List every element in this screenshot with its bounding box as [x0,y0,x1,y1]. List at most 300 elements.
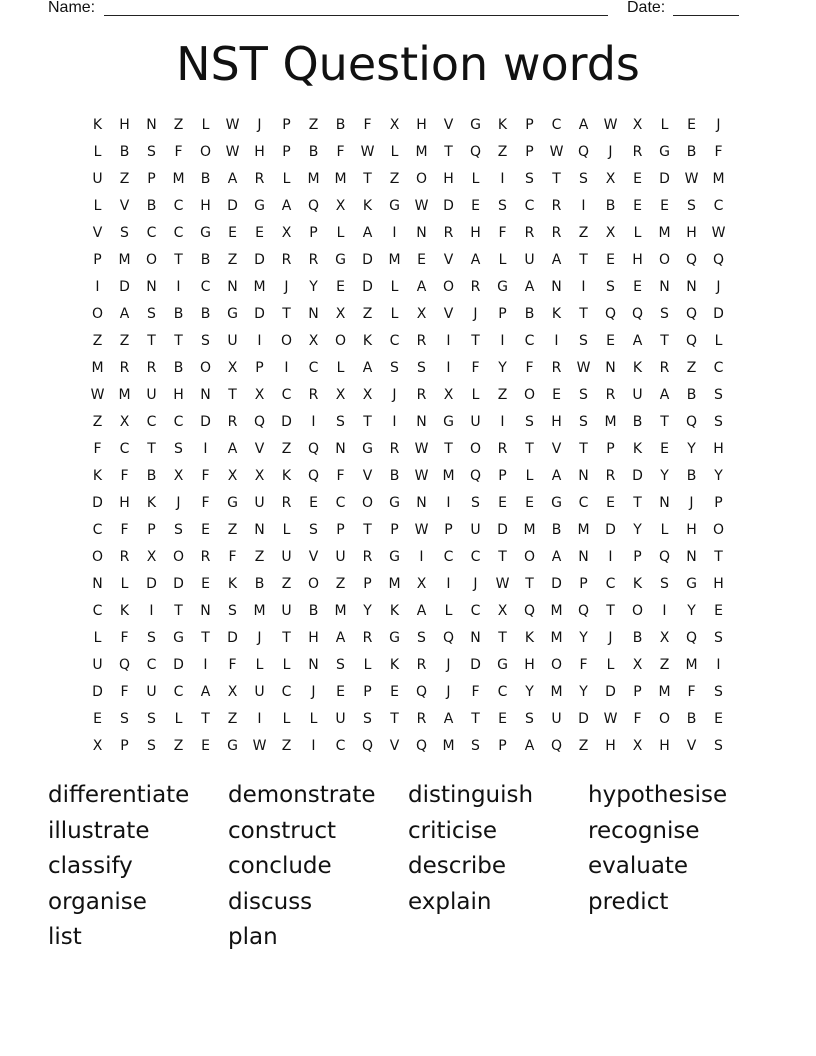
grid-letter[interactable]: I [392,225,397,241]
grid-letter[interactable]: T [363,171,372,187]
grid-letter[interactable]: Z [281,738,292,754]
grid-letter[interactable]: B [200,171,211,187]
grid-letter[interactable]: X [659,630,670,646]
grid-letter[interactable]: N [551,279,562,295]
grid-letter[interactable]: Y [579,684,588,700]
grid-letter[interactable]: C [281,684,292,700]
grid-letter[interactable]: I [581,279,586,295]
grid-letter[interactable]: D [443,198,454,214]
grid-letter[interactable]: J [446,684,451,700]
grid-letter[interactable]: R [605,468,616,484]
grid-letter[interactable]: C [335,495,346,511]
grid-letter[interactable]: H [173,387,184,403]
grid-letter[interactable]: E [552,387,561,403]
grid-letter[interactable]: F [174,144,183,160]
grid-letter[interactable]: P [498,738,507,754]
grid-letter[interactable]: I [419,549,424,565]
grid-letter[interactable]: K [389,657,400,673]
grid-letter[interactable]: C [335,738,346,754]
grid-letter[interactable]: A [470,252,481,268]
grid-letter[interactable]: R [254,171,265,187]
grid-letter[interactable]: F [633,711,642,727]
grid-letter[interactable]: U [254,684,265,700]
grid-letter[interactable]: L [471,387,480,403]
grid-letter[interactable]: O [415,171,428,187]
grid-letter[interactable]: W [90,387,105,403]
grid-letter[interactable]: H [551,414,562,430]
grid-letter[interactable]: Q [685,333,698,349]
grid-letter[interactable]: C [173,225,184,241]
grid-letter[interactable]: L [282,522,291,538]
grid-letter[interactable]: X [335,198,346,214]
grid-letter[interactable]: N [200,603,211,619]
grid-letter[interactable]: K [497,117,508,133]
grid-letter[interactable]: M [334,171,347,187]
grid-letter[interactable]: S [336,414,345,430]
grid-letter[interactable]: H [632,252,643,268]
grid-letter[interactable]: Q [469,144,482,160]
grid-letter[interactable]: N [470,630,481,646]
grid-letter[interactable]: S [228,603,237,619]
grid-letter[interactable]: Q [415,738,428,754]
grid-letter[interactable]: V [443,252,454,268]
grid-letter[interactable]: L [660,522,669,538]
grid-letter[interactable]: T [444,144,453,160]
grid-letter[interactable]: N [659,279,670,295]
grid-letter[interactable]: R [146,360,157,376]
grid-letter[interactable]: B [686,468,697,484]
grid-letter[interactable]: G [389,630,400,646]
grid-letter[interactable]: T [471,333,480,349]
grid-letter[interactable]: C [92,522,103,538]
grid-letter[interactable]: Z [335,576,346,592]
grid-letter[interactable]: S [147,144,156,160]
grid-letter[interactable]: W [576,360,591,376]
grid-letter[interactable]: S [363,711,372,727]
grid-letter[interactable]: U [470,522,481,538]
grid-letter[interactable]: S [471,738,480,754]
grid-letter[interactable]: X [146,549,157,565]
grid-letter[interactable]: Q [685,414,698,430]
grid-letter[interactable]: E [660,441,669,457]
grid-letter[interactable]: E [498,495,507,511]
grid-letter[interactable]: L [525,468,534,484]
grid-letter[interactable]: R [551,198,562,214]
grid-letter[interactable]: J [176,495,181,511]
grid-letter[interactable]: T [714,549,723,565]
grid-letter[interactable]: I [203,657,208,673]
grid-letter[interactable]: P [633,549,642,565]
grid-letter[interactable]: N [308,657,319,673]
grid-letter[interactable]: Q [307,441,320,457]
grid-letter[interactable]: D [632,468,643,484]
grid-letter[interactable]: J [446,657,451,673]
grid-letter[interactable]: O [307,576,320,592]
grid-letter[interactable]: Q [118,657,131,673]
grid-letter[interactable]: L [471,171,480,187]
grid-letter[interactable]: T [498,630,507,646]
grid-letter[interactable]: F [579,657,588,673]
grid-letter[interactable]: Y [633,522,642,538]
grid-letter[interactable]: K [632,441,643,457]
grid-letter[interactable]: E [606,333,615,349]
grid-letter[interactable]: V [686,738,697,754]
grid-letter[interactable]: J [716,279,721,295]
grid-letter[interactable]: S [714,738,723,754]
grid-letter[interactable]: C [146,414,157,430]
grid-letter[interactable]: E [606,495,615,511]
grid-letter[interactable]: L [282,711,291,727]
grid-letter[interactable]: J [473,576,478,592]
grid-letter[interactable]: F [120,522,129,538]
grid-letter[interactable]: W [252,738,267,754]
grid-letter[interactable]: B [146,198,157,214]
grid-letter[interactable]: P [606,441,615,457]
grid-letter[interactable]: A [227,441,238,457]
grid-letter[interactable]: B [686,711,697,727]
grid-letter[interactable]: X [92,738,103,754]
grid-letter[interactable]: Z [308,117,319,133]
grid-letter[interactable]: Z [389,171,400,187]
grid-letter[interactable]: Z [173,738,184,754]
grid-letter[interactable]: M [334,603,347,619]
grid-letter[interactable]: I [446,495,451,511]
grid-letter[interactable]: N [686,279,697,295]
grid-letter[interactable]: R [632,144,643,160]
grid-letter[interactable]: D [92,684,103,700]
grid-letter[interactable]: G [200,225,211,241]
grid-letter[interactable]: D [362,279,373,295]
grid-letter[interactable]: S [687,198,696,214]
grid-letter[interactable]: O [199,360,212,376]
grid-letter[interactable]: C [281,387,292,403]
grid-letter[interactable]: Q [577,144,590,160]
grid-letter[interactable]: O [712,522,725,538]
grid-letter[interactable]: T [633,495,642,511]
grid-letter[interactable]: T [174,333,183,349]
grid-letter[interactable]: O [523,387,536,403]
grid-letter[interactable]: G [443,414,454,430]
grid-letter[interactable]: K [362,333,373,349]
grid-letter[interactable]: J [257,630,262,646]
grid-letter[interactable]: E [201,522,210,538]
grid-letter[interactable]: A [659,387,670,403]
name-blank-line[interactable] [104,15,608,16]
grid-letter[interactable]: I [554,333,559,349]
grid-letter[interactable]: P [525,117,534,133]
grid-letter[interactable]: I [257,711,262,727]
grid-letter[interactable]: M [307,171,320,187]
grid-letter[interactable]: C [200,279,211,295]
grid-letter[interactable]: M [550,630,563,646]
grid-letter[interactable]: U [254,495,265,511]
grid-letter[interactable]: D [146,576,157,592]
grid-letter[interactable]: P [336,522,345,538]
grid-letter[interactable]: E [309,495,318,511]
grid-letter[interactable]: M [91,360,104,376]
grid-letter[interactable]: P [147,522,156,538]
grid-letter[interactable]: Z [578,225,589,241]
grid-letter[interactable]: W [711,225,726,241]
grid-letter[interactable]: Z [227,522,238,538]
grid-letter[interactable]: R [389,441,400,457]
grid-letter[interactable]: S [390,360,399,376]
grid-letter[interactable]: K [551,306,562,322]
grid-letter[interactable]: H [713,576,724,592]
grid-letter[interactable]: D [497,522,508,538]
grid-letter[interactable]: D [227,198,238,214]
grid-letter[interactable]: X [227,468,238,484]
grid-letter[interactable]: I [446,360,451,376]
grid-letter[interactable]: R [200,549,211,565]
grid-letter[interactable]: S [714,387,723,403]
grid-letter[interactable]: D [200,414,211,430]
grid-letter[interactable]: I [311,414,316,430]
grid-letter[interactable]: T [147,441,156,457]
grid-letter[interactable]: G [551,495,562,511]
grid-letter[interactable]: E [633,171,642,187]
grid-letter[interactable]: E [633,279,642,295]
grid-letter[interactable]: X [254,387,265,403]
grid-letter[interactable]: A [362,360,373,376]
grid-letter[interactable]: E [606,252,615,268]
grid-letter[interactable]: B [605,198,616,214]
grid-letter[interactable]: Y [525,684,534,700]
grid-letter[interactable]: Z [281,441,292,457]
grid-letter[interactable]: X [335,306,346,322]
grid-letter[interactable]: B [146,468,157,484]
grid-letter[interactable]: B [308,144,319,160]
grid-letter[interactable]: L [93,630,102,646]
grid-letter[interactable]: R [551,225,562,241]
grid-letter[interactable]: Q [469,468,482,484]
grid-letter[interactable]: K [119,603,130,619]
grid-letter[interactable]: O [91,549,104,565]
grid-letter[interactable]: C [578,495,589,511]
grid-letter[interactable]: D [119,279,130,295]
grid-letter[interactable]: L [255,657,264,673]
grid-letter[interactable]: T [228,387,237,403]
grid-letter[interactable]: P [255,360,264,376]
grid-letter[interactable]: Z [119,171,130,187]
grid-letter[interactable]: G [389,549,400,565]
grid-letter[interactable]: L [282,171,291,187]
grid-letter[interactable]: T [498,549,507,565]
grid-letter[interactable]: B [200,306,211,322]
grid-letter[interactable]: C [146,657,157,673]
grid-letter[interactable]: R [227,414,238,430]
grid-letter[interactable]: A [416,279,427,295]
grid-letter[interactable]: T [579,252,588,268]
grid-letter[interactable]: D [254,252,265,268]
grid-letter[interactable]: F [201,495,210,511]
grid-letter[interactable]: S [201,333,210,349]
grid-letter[interactable]: N [659,495,670,511]
grid-letter[interactable]: S [714,684,723,700]
grid-letter[interactable]: D [173,657,184,673]
grid-letter[interactable]: B [686,387,697,403]
grid-letter[interactable]: F [714,144,723,160]
grid-letter[interactable]: H [686,522,697,538]
grid-letter[interactable]: H [605,738,616,754]
grid-letter[interactable]: E [633,198,642,214]
grid-letter[interactable]: W [414,468,429,484]
grid-letter[interactable]: G [659,144,670,160]
grid-letter[interactable]: A [281,198,292,214]
grid-letter[interactable]: E [417,252,426,268]
grid-letter[interactable]: Z [92,333,103,349]
grid-letter[interactable]: H [200,198,211,214]
grid-letter[interactable]: R [308,387,319,403]
grid-letter[interactable]: A [443,711,454,727]
grid-letter[interactable]: W [684,171,699,187]
grid-letter[interactable]: G [227,495,238,511]
grid-letter[interactable]: R [308,252,319,268]
grid-letter[interactable]: P [498,468,507,484]
grid-letter[interactable]: A [362,225,373,241]
grid-letter[interactable]: R [362,549,373,565]
grid-letter[interactable]: L [174,711,183,727]
grid-letter[interactable]: U [470,414,481,430]
grid-letter[interactable]: S [525,711,534,727]
grid-letter[interactable]: Z [227,711,238,727]
grid-letter[interactable]: F [120,630,129,646]
grid-letter[interactable]: L [363,657,372,673]
grid-letter[interactable]: N [146,117,157,133]
grid-letter[interactable]: S [579,414,588,430]
grid-letter[interactable]: Q [442,630,455,646]
grid-letter[interactable]: Q [658,549,671,565]
grid-letter[interactable]: T [147,333,156,349]
grid-letter[interactable]: V [362,468,373,484]
grid-letter[interactable]: I [662,603,667,619]
grid-letter[interactable]: D [470,657,481,673]
grid-letter[interactable]: T [579,306,588,322]
grid-letter[interactable]: A [524,738,535,754]
grid-letter[interactable]: D [578,711,589,727]
grid-letter[interactable]: L [120,576,129,592]
grid-letter[interactable]: P [309,225,318,241]
grid-letter[interactable]: R [416,387,427,403]
grid-letter[interactable]: V [308,549,319,565]
grid-letter[interactable]: R [119,360,130,376]
grid-letter[interactable]: M [415,144,428,160]
grid-letter[interactable]: N [335,441,346,457]
grid-letter[interactable]: U [281,549,292,565]
grid-letter[interactable]: S [714,630,723,646]
grid-letter[interactable]: C [92,603,103,619]
grid-letter[interactable]: E [336,279,345,295]
grid-letter[interactable]: B [308,603,319,619]
grid-letter[interactable]: Y [579,630,588,646]
grid-letter[interactable]: P [363,684,372,700]
grid-letter[interactable]: E [687,117,696,133]
grid-letter[interactable]: R [416,657,427,673]
grid-letter[interactable]: M [712,171,725,187]
grid-letter[interactable]: X [416,306,427,322]
grid-letter[interactable]: N [416,414,427,430]
grid-letter[interactable]: Y [660,468,669,484]
grid-letter[interactable]: M [658,684,671,700]
grid-letter[interactable]: R [524,225,535,241]
date-blank-line[interactable] [673,15,739,16]
grid-letter[interactable]: N [227,279,238,295]
grid-letter[interactable]: L [390,279,399,295]
grid-letter[interactable]: F [363,117,372,133]
grid-letter[interactable]: H [443,171,454,187]
grid-letter[interactable]: X [605,171,616,187]
grid-letter[interactable]: I [446,576,451,592]
grid-letter[interactable]: J [257,117,262,133]
grid-letter[interactable]: N [578,549,589,565]
grid-letter[interactable]: O [523,549,536,565]
grid-letter[interactable]: X [632,117,643,133]
grid-letter[interactable]: P [147,171,156,187]
grid-letter[interactable]: S [309,522,318,538]
grid-letter[interactable]: R [470,279,481,295]
grid-letter[interactable]: W [495,576,510,592]
grid-letter[interactable]: I [257,333,262,349]
grid-letter[interactable]: J [608,630,613,646]
grid-letter[interactable]: X [632,738,643,754]
grid-letter[interactable]: M [253,279,266,295]
grid-letter[interactable]: W [225,117,240,133]
grid-letter[interactable]: K [227,576,238,592]
grid-letter[interactable]: V [119,198,130,214]
grid-letter[interactable]: K [362,198,373,214]
grid-letter[interactable]: X [362,387,373,403]
grid-letter[interactable]: D [713,306,724,322]
grid-letter[interactable]: S [471,495,480,511]
grid-letter[interactable]: Z [119,333,130,349]
grid-letter[interactable]: F [471,684,480,700]
grid-letter[interactable]: K [632,360,643,376]
grid-letter[interactable]: A [551,549,562,565]
grid-letter[interactable]: X [632,657,643,673]
grid-letter[interactable]: C [713,360,724,376]
grid-letter[interactable]: R [659,360,670,376]
grid-letter[interactable]: O [658,711,671,727]
grid-letter[interactable]: T [444,441,453,457]
grid-letter[interactable]: C [146,225,157,241]
grid-letter[interactable]: O [442,279,455,295]
grid-letter[interactable]: W [414,441,429,457]
grid-letter[interactable]: I [311,738,316,754]
grid-letter[interactable]: H [254,144,265,160]
grid-letter[interactable]: M [442,738,455,754]
grid-letter[interactable]: B [389,468,400,484]
grid-letter[interactable]: G [389,495,400,511]
grid-letter[interactable]: H [470,225,481,241]
grid-letter[interactable]: R [497,441,508,457]
grid-letter[interactable]: O [91,306,104,322]
grid-letter[interactable]: R [416,333,427,349]
grid-letter[interactable]: C [497,684,508,700]
grid-letter[interactable]: O [361,495,374,511]
grid-letter[interactable]: O [469,441,482,457]
grid-letter[interactable]: D [605,684,616,700]
grid-letter[interactable]: A [119,306,130,322]
grid-letter[interactable]: S [498,198,507,214]
grid-letter[interactable]: M [523,522,536,538]
grid-letter[interactable]: I [176,279,181,295]
grid-letter[interactable]: D [551,576,562,592]
grid-letter[interactable]: S [579,333,588,349]
grid-letter[interactable]: M [442,468,455,484]
grid-letter[interactable]: W [549,144,564,160]
grid-letter[interactable]: Q [523,603,536,619]
grid-letter[interactable]: F [93,441,102,457]
